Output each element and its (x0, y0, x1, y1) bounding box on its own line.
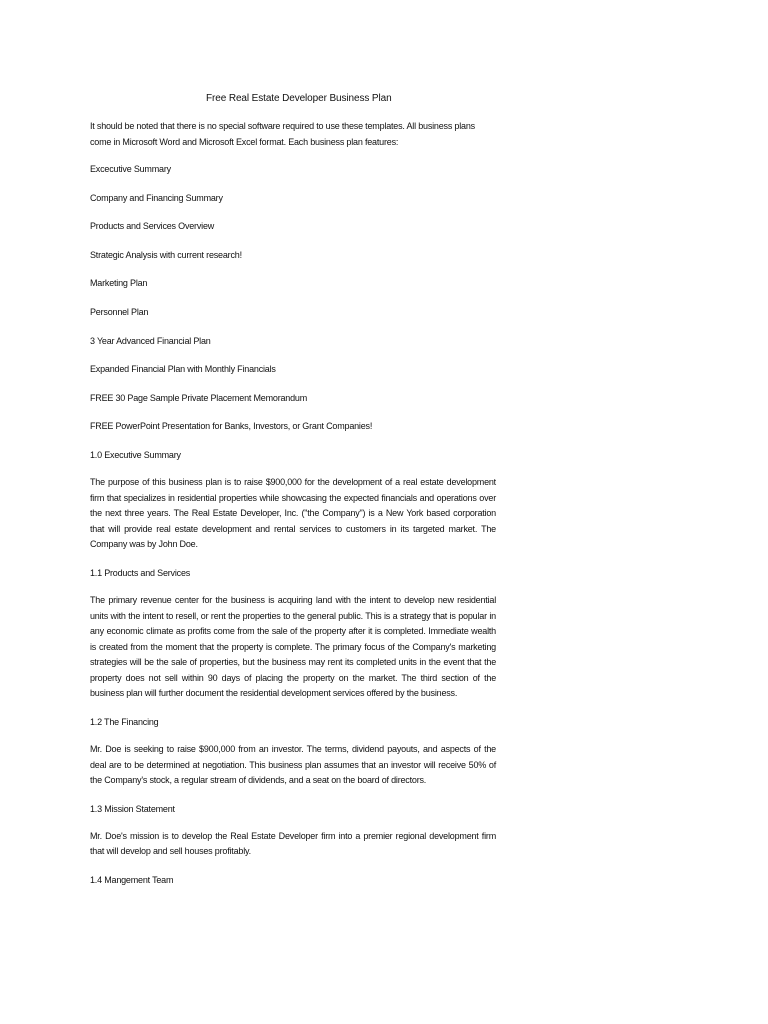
section-heading: 1.3 Mission Statement (90, 803, 175, 814)
feature-item: Marketing Plan (90, 278, 148, 289)
feature-item: Excecutive Summary (90, 164, 171, 174)
section-heading: 1.2 The Financing (90, 717, 159, 728)
feature-item: FREE PowerPoint Presentation for Banks, Investors, or Grant Companies! (90, 421, 373, 432)
document-body (90, 118, 496, 887)
document-title: Free Real Estate Developer Business Plan (206, 93, 392, 104)
feature-item: Expanded Financial Plan with Monthly Financials (90, 364, 276, 375)
feature-item: FREE 30 Page Sample Private Placement Memorandum (90, 392, 308, 403)
intro-paragraph: It should be noted that there is no special software required to use these templates. All business plans come in Microsoft Word and Microsoft Excel format. Each business plan features: (90, 121, 475, 147)
section-paragraph: Mr. Doe is seeking to raise $900,000 from an investor. The terms, dividend payouts, and aspects of the deal are to be determined at negotiation. This business plan assumes that an investor will receive 50% of the Company's stock, a regular stream of dividends, and a seat on the board of directors. (90, 744, 496, 786)
section-paragraph: The primary revenue center for the business is acquiring land with the intent to develop new residential units with the intent to resell, or rent the properties to the general public. This is a strategy that is popular in any economic climate as profits come from the sale of the property after it is completed. Immediate wealth is created from the moment that the property is complete. The primary focus of the Company's marketing strategies will be the sale of properties, but the business may rent its completed units in the event that the property does not sell within 90 days of placing the property on the market. The third section of the business plan will further document the residential development services offered by the business. (90, 594, 496, 699)
section-heading: 1.1 Products and Services (90, 567, 191, 578)
feature-item: Company and Financing Summary (90, 192, 223, 203)
feature-item: Personnel Plan (90, 306, 149, 317)
feature-item: Strategic Analysis with current research! (90, 249, 242, 260)
feature-list (90, 162, 496, 448)
section-paragraph: The purpose of this business plan is to raise $900,000 for the development of a real estate development firm that specializes in residential properties while showcasing the expected financials and operations over the next three years. The Real Estate Developer, Inc. ("the Company") is a New York based corporation that will provide real estate development and rental services to customers in its targeted market. The Company was by John Doe. (90, 476, 496, 550)
section-heading: 1.4 Mangement Team (90, 875, 174, 886)
section-paragraph: Mr. Doe's mission is to develop the Real Estate Developer firm into a premier regional development firm that will develop and sell houses profitably. (90, 830, 496, 857)
section-heading: 1.0 Executive Summary (90, 449, 181, 460)
feature-item: 3 Year Advanced Financial Plan (90, 335, 211, 346)
feature-item: Products and Services Overview (90, 221, 215, 232)
